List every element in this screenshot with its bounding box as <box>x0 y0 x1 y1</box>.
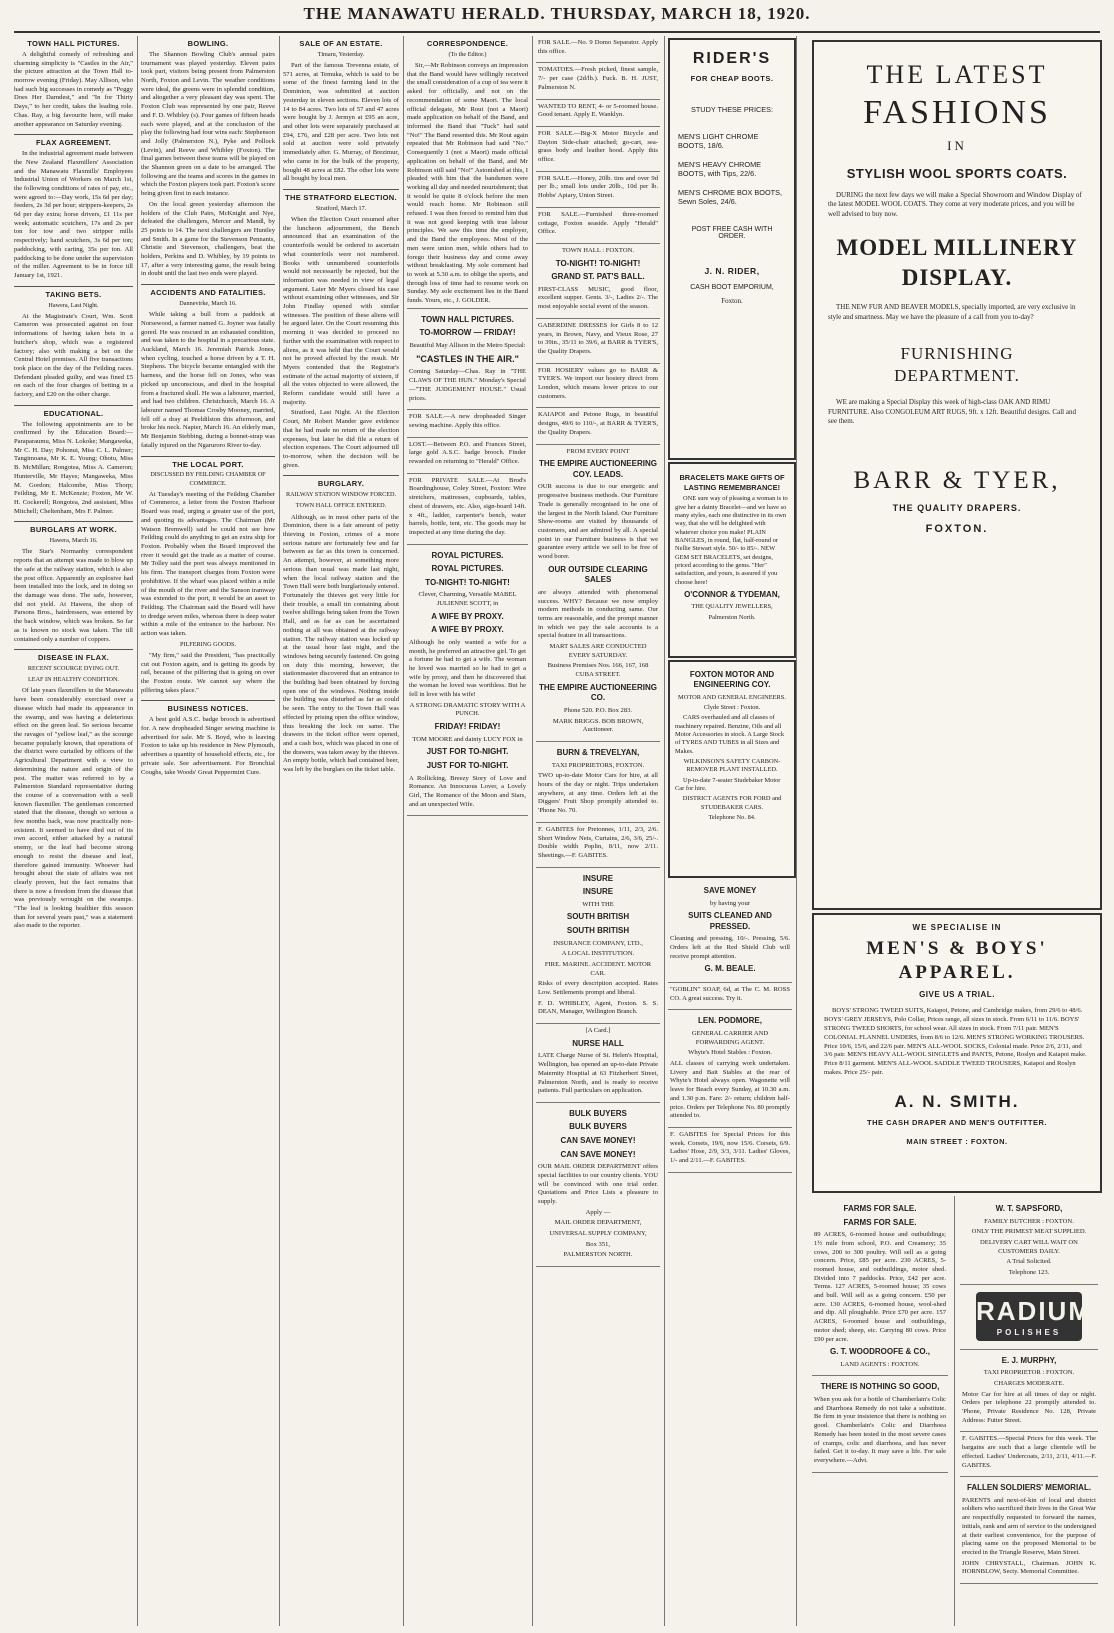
ad-heading: CAN SAVE MONEY! <box>560 1136 636 1145</box>
ad-text: THE QUALITY JEWELLERS, <box>691 603 773 611</box>
ad-text: [A Card.] <box>585 1027 611 1035</box>
article-text: The Shannon Bowling Club's annual pairs tournament was played yesterday. Eleven pairs took part, visitors being present from Palmerston North, Foxton and Levin. The weather conditions were ideal, the greens were in splendid condition, and altogether a very pleasant day was spent. The Foxton Club was represented by one pair, Reeve and F. D. Whibley (s). Four games of fifteen heads each were played, and at the conclusion of the play the following had four wins each: Stephenson and Jolly (Palmerston N.), Pyke and Pollock (Levin), and Reeve and Whibley (Foxton). The final games between these teams will be played on the Shannon green on a date to be arranged. The following are the teams and scores in the games in which the Foxton players took part. Foxton's score being given first in each instance. <box>141 50 275 198</box>
heading: ACCIDENTS AND FATALITIES. <box>141 284 275 298</box>
ad-royal-pictures <box>407 545 528 817</box>
dateline: Timaru, Yesterday. <box>317 50 365 58</box>
ad-title: "CASTLES IN THE AIR." <box>416 353 519 364</box>
ad-text: A STRONG DRAMATIC STORY WITH A PUNCH. <box>409 701 526 718</box>
ad-text: WILKINSON'S SAFETY CARBON-REMOVER PLANT INSTALLED. <box>683 758 781 774</box>
subheading: PILFERING GOODS. <box>179 640 237 648</box>
ad-text: Motor Car for hire at all times of day or night. Orders per telephone 22 promptly attended to. 'Phone, Private Residence No. 128, Private Address: Futter Street. <box>962 1390 1096 1424</box>
ad-text: OUR MAIL ORDER DEPARTMENT offers special facilities to our country clients. YOU will be convinced with one trial order. Quotations and Price Lists a pleasure to supply. <box>538 1163 658 1205</box>
ad-text: GABERDINE DRESSES for Girls 8 to 12 years, in Brown, Navy, and Vieux Rose, 27 to 39in., 35/11 to 39/6, at BARR & TYER'S, the Quality Drapers. <box>538 321 658 355</box>
ad-text: TOM MOORE and dainty LUCY FOX in <box>412 735 523 743</box>
ad-text: CASH BOOT EMPORIUM, <box>690 284 774 291</box>
column-2 <box>141 36 275 1626</box>
ad-title: A. N. SMITH. <box>894 1092 1020 1112</box>
subheading: RECENT SCOURGE DYING OUT. <box>27 665 120 673</box>
ad-subtitle: THE QUALITY DRAPERS. <box>892 502 1022 513</box>
ad-text: WANTED TO RENT, 4- or 5-roomed house. Good tenant. Apply E. Wanklyn. <box>538 102 658 119</box>
letter-text: Sir,—Mr Robinson conveys an impression that the Band would have willingly received the small consideration of a cup of tea were it asked for officially, and not on the recommendation of some Maori. The local official delegate, Mr Rout (not a Maori) made application on behalf of the Band, and informed the Band that "Tuck" had said "No!" The Band resented this. Mr Rout again repeated that Mr Robinson had said "No." Consequently I (not a Maori) made official application on behalf of the Band, and Mr Robinson still said "No!" Astonished at this, I pleaded with him that the bandsmen were working all day and needed nourishment; that it would be quite 8 o'clock before the men would reach home. Mr Robinson still refused. I was then forced to remind him that it was not good keeping with true labour principles. We saw this time the employer, and the Band the employees. Most of the men were union men, while others had to forego their business day and come away without breakfasting. My sole comment had to work at 5.30 a.m. to oblige the sports, and through loss of time had to resume work on Sunday. My sole excitement lies in the Band funds. Yours, etc., J. GOLDER. <box>407 62 528 305</box>
subheading: DISCUSSED BY FEILDING CHAMBER OF COMMERCE. <box>150 471 266 487</box>
top-rule <box>14 31 1100 33</box>
ad-heading: TO-NIGHT! TO-NIGHT! <box>425 577 510 587</box>
ad-text: FOR SALE.—No. 9 Domo Separator. Apply this office. <box>538 39 658 55</box>
ad-heading: NURSE HALL <box>572 1038 624 1048</box>
price-line: MEN'S LIGHT CHROME BOOTS, 18/6. <box>678 132 759 150</box>
ad-heading: THE EMPIRE AUCTIONEERING CO. <box>539 682 657 703</box>
ad-heading: LEN. PODMORE, <box>697 1016 762 1026</box>
article-text: The following appointments are to be confirmed by the Education Board:—Paraparaumu, Miss N. Lokoke; Mangaweka, Mr C. H. Day; Pohonui, Miss C. L. Palmer; Tangimoana, Mr K. E. Young; Ohotu, Miss B. McMillan; Rongotea, Miss A. Cameron; Hunterville, Mr Hayes; Mangaweka, Miss M. Gordon; Halcombe, Miss Thorp; Feilding, Mr E. McKenzie; Foxton, Mr W. H. Cockerell; Rongotea, 2nd assistant, Miss Mitchell; Cheltenham, Mrs F. Palmer. <box>14 420 133 515</box>
heading: THE STRATFORD ELECTION. <box>283 189 399 203</box>
classified-ad <box>536 319 660 364</box>
article-text: "My firm," said the President, "has practically cut out Foxton again, and is getting its goods by rail, because of the pilfering that is going on over the Foxton route. We cannot say where the pilfering takes place." <box>141 651 275 694</box>
ad-save-money <box>668 880 792 983</box>
dateline: Dannevirke, March 16. <box>179 300 237 308</box>
article-text: The Star's Normanby correspondent reports that an attempt was made to blow up the safe at the railway station, which is also the post office. Apparently an explosive had been installed into the lock, and in doing so the damage was done. The safe, however, did not yield. At Hawera, the shop of Parsons Bros., hairdressers, was entered by the back window, which was broken. So far as is known no stock was taken. The till contained only a number of coppers. <box>14 548 133 643</box>
ad-private-sale <box>407 474 528 545</box>
ad-subtitle: GIVE US A TRIAL. <box>919 990 995 999</box>
heading: CORRESPONDENCE. <box>426 39 509 48</box>
ad-murphy-taxi <box>960 1350 1098 1433</box>
ad-text: Although he only wanted a wife for a month, he preferred an attractive girl. To get a fortune he had to get a wife. The woman he loved was married so he had to get a wife by proxy, and then he discovered that the woman he loved was worthless. But he fell in love with his wife! <box>409 638 526 699</box>
ad-farms-for-sale <box>812 1198 948 1376</box>
ad-text: ONLY THE PRIMEST MEAT SUPPLIED. <box>971 1228 1087 1236</box>
ad-text: PARENTS and next-of-kin of local and district soldiers who sacrificed their lives in the Great War are respectfully requested to forward the names, initials, rank and arm of service to the undersigned at their earliest convenience, for the purpose of placing same on the proposed Memorial to be erected in the Triangle Reserve, Main Street. <box>962 1496 1096 1556</box>
ad-text: FOR SALE.—Honey, 20lb. tins and over 9d per lb.; small lots under 20lb., 10d per lb. Hobbs' Apiary, Union Street. <box>538 174 658 200</box>
ad-text: Beautiful May Allison in the Metro Special: <box>409 341 526 349</box>
classified-ad <box>536 127 660 172</box>
subheading: (To the Editor.) <box>448 50 487 58</box>
ad-heading: STYLISH WOOL SPORTS COATS. <box>846 166 1068 181</box>
ad-heading: THERE IS NOTHING SO GOOD, <box>820 1382 940 1392</box>
ad-text: ALL classes of carrying work undertaken. Livery and Bait Stables at the rear of Whyte's Hotel always open. Wagonette will leave for Beach every Sunday, at 10.30 a.m. and 1.30 p.m. Fare: 2/- return; children half-price. Orders per Telephone No. 80 promptly attended to. <box>670 1060 790 1120</box>
ad-bulk-buyers <box>536 1103 660 1267</box>
ad-text: FROM EVERY POINT <box>566 447 630 455</box>
ad-text: MAIL ORDER DEPARTMENT, <box>554 1219 642 1227</box>
classified-ad <box>536 36 660 63</box>
column-rule <box>664 36 665 1626</box>
ad-heading: E. J. MURPHY, <box>1001 1355 1057 1365</box>
column-rule <box>279 36 280 1626</box>
classified-ad <box>536 364 660 409</box>
ad-title: BARR & TYER, <box>853 466 1061 494</box>
ad-text: JOHN CHRYSTALL, Chairman. JOHN K. HORNBLOW, Secty. Memorial Committee. <box>962 1559 1096 1576</box>
ad-for-sale <box>407 410 528 437</box>
ad-title: A WIFE BY PROXY. <box>431 611 504 621</box>
ad-text: LATE Charge Nurse of St. Helen's Hospital, Wellington, has opened an up-to-date Private Maternity Hospital at 63 Fitzherbert Street, Palmerston North, and is ready to receive patients. Full particulars on application. <box>538 1052 658 1095</box>
ad-text: CHARGES MODERATE. <box>994 1379 1064 1387</box>
ad-foxton-motor <box>668 660 796 878</box>
ad-riders-boots <box>668 38 796 460</box>
article-text: A delightful comedy of refreshing and charming simplicity is "Castles in the Air," the picture attraction at the Town Hall to-morrow evening (Friday). May Allison, who had such big successes in comedy as "Peggy Does Her Darndest," and "In for Thirty Days," to her credit, takes the leading role. Chas. Ray, a big favourite here, will make another appearance on Saturday evening. <box>14 50 133 128</box>
ad-heading: G. T. WOODROOFE & CO., <box>830 1347 930 1357</box>
ad-nurse-hall <box>536 1024 660 1103</box>
ad-burn-trevelyan <box>536 742 660 823</box>
price-line: MEN'S HEAVY CHROME BOOTS, with Tips, 22/6. <box>678 160 762 178</box>
ad-text: IN <box>947 138 967 153</box>
ad-title: JUST FOR TO-NIGHT. <box>426 747 509 757</box>
article-text: A best gold A.S.C. badge brooch is advertised for. A new dropheaded Singer sewing machine is advertised for sale. Mr S. Boyd, who is leaving Foxton to take up his residence in New Plymouth, advertises a quantity of household effects, etc., for private sale. See advertisement. For Bronchial Coughs, take Woods' Great Peppermint Cure. <box>141 716 275 776</box>
article-text: Part of the famous Trevenna estate, of 571 acres, at Temuka, which is said to be some of the finest farming land in the Dominion, was submitted at auction yesterday in eleven sections. Eleven lots of 14 to 84 acres. Two lots of 57 and 47 acres were bought by J. Jermyn at £95 an acre, and other lots were separately purchased at £94, £76, and £28 per acre. Two lots not sold at auction were sold privately immediately after. G. Murray, of Brezimur, who came in for the bulk of the property, bought 48 acres at £82. The other lots were all bought by local men. <box>283 62 399 183</box>
ad-text: A LOCAL INSTITUTION. <box>561 950 635 958</box>
ad-text: THE NEW FUR AND BEAVER MODELS, specially imported, are very exclusive in style and smartness. May we have the pleasure of a call from you to-day? <box>828 303 1076 321</box>
ad-bracelets <box>668 462 796 658</box>
ad-text: Whyte's Hotel Stables : Foxton. <box>688 1049 772 1057</box>
ad-text: KAIAPOI and Petone Rugs, in beautiful designs, 49/6 to 110/-, at BARR & TYER'S, the Quality Drapers. <box>538 411 658 436</box>
ad-heading: ROYAL PICTURES. <box>431 550 504 560</box>
ad-text: FOR SALE.—Big-X Motor Bicycle and Dayton Side-chair attached; go-cart, sea-grass body and leather hood. Apply this office. <box>538 129 658 164</box>
ad-subtitle: FOR CHEAP BOOTS. <box>690 74 774 83</box>
ad-text: F. D. WHIBLEY, Agent, Foxton. S. S. DEAN, Manager, Wellington Branch. <box>538 999 658 1016</box>
ad-text: Telephone No. 84. <box>708 814 756 822</box>
ad-name: J. N. RIDER, <box>704 266 760 276</box>
ad-text: FOR PRIVATE SALE.—At Brod's Boardinghouse, Coley Street, Foxton: Wire stretchers, mattresses, cupboards, tables, chest of drawers, etc. Also, sign-board 14ft. x 4ft., ladder, carpenter's bench, water barrels, bottle, tent, etc. The goods may be inspected at any time during the day. <box>409 476 526 536</box>
ad-text: TOWN HALL : FOXTON. <box>561 246 635 254</box>
ad-subtitle: MAIN STREET : FOXTON. <box>906 1137 1008 1147</box>
ad-text: F. GABITES for Special Prices for this week. Corsets, 19/6, now 15/6. Corsets, 6/9. Ladies' Hose, 2/9, 3/3, 3/11. Ladies' Gloves, 1/- and 2/11.—F. GABITES. <box>670 1130 790 1165</box>
ad-heading: BRACELETS MAKE GIFTS OF LASTING REMEMBRANCE! <box>679 473 785 492</box>
ad-heading: INSURE <box>582 873 614 883</box>
dateline: Hawera, Last Night. <box>48 301 99 309</box>
ad-heading: FARMS FOR SALE. <box>843 1204 917 1213</box>
ad-title: A WIFE BY PROXY. <box>431 625 504 635</box>
classified-ad <box>668 1128 792 1173</box>
ad-text: Foxton. <box>721 297 743 305</box>
ad-empire-auctioneering <box>536 445 660 742</box>
ad-subtitle: THE CASH DRAPER AND MEN'S OUTFITTER. <box>867 1118 1047 1128</box>
dateline: Hawera, March 16. <box>49 537 98 545</box>
ad-heading: TO-NIGHT! TO-NIGHT! <box>555 258 641 268</box>
ad-sapsford <box>960 1198 1098 1285</box>
ad-text: PALMERSTON NORTH. <box>563 1251 633 1259</box>
subheading: LEAF IN HEALTHY CONDITION. <box>28 676 119 684</box>
ad-title: FASHIONS <box>863 94 1051 131</box>
dateline: Stratford, March 17. <box>315 204 367 212</box>
ad-title: JUST FOR TO-NIGHT. <box>426 760 509 770</box>
ad-text: "GOBLIN" SOAP, 6d, at The C. M. ROSS CO. A great success. Try it. <box>670 986 790 1002</box>
ad-text: FIRE. MARINE. ACCIDENT. MOTOR CAR. <box>544 960 652 977</box>
ad-text: OUR success is due to our energetic and progressive business methods. Our Furniture Trade is generally recognised to be one of the largest in the North Island. Our Furniture Show-rooms are visited by thousands of customers, and are admired by all. A special point in our Furniture business is that we guarantee every article we sell to be free of wood borer. <box>538 483 658 561</box>
heading: BURGLARY. <box>283 475 399 489</box>
ad-heading: THE EMPIRE AUCTIONEERING COY. LEADS. <box>539 459 657 479</box>
ad-text: ONE sure way of pleasing a woman is to give her a dainty Bracelet—and we have so many styles, each one distinctive in its own way, that she will be delighted with whatever choice you make! PLAIN BANGLES, in round, flat, half-round or Nellie Stewart style. 50/- to 85/-. NEW GEM SET BRACELETS, set designs, priced according to the gems. "Her" satisfaction, and yours, is assured if you choose here! <box>675 495 788 586</box>
ad-text: A Rollicking, Breezy Story of Love and Romance. An Innocuous Lover, a Lovely Girl, The Romance of the Moon and Stars, and an unexpected Wife. <box>409 774 526 808</box>
column-rule <box>796 36 797 1626</box>
heading: THE LOCAL PORT. <box>141 456 275 470</box>
ad-text: WITH THE <box>582 900 614 908</box>
ad-fallen-soldiers <box>960 1477 1098 1584</box>
column-rule <box>532 36 533 1626</box>
classified-ad <box>536 208 660 244</box>
ad-heading: TOWN HALL PICTURES. <box>421 314 514 324</box>
column-7b <box>960 1198 1098 1626</box>
ad-text: MARK BRIGGS. BOB BROWN, Auctioneer. <box>552 717 644 734</box>
ad-chamberlains <box>812 1376 948 1472</box>
ad-text: Palmerston North. <box>708 613 756 621</box>
heading: EDUCATIONAL. <box>14 405 133 419</box>
ad-text: Clyde Street : Foxton. <box>703 704 761 712</box>
heading: BOWLING. <box>187 39 229 48</box>
classified-ad <box>536 408 660 444</box>
ad-heading: FARMS FOR SALE. <box>843 1217 917 1227</box>
ad-heading: TO-MORROW — FRIDAY! <box>419 328 516 338</box>
ad-text: Risks of every description accepted. Rates Low. Settlements prompt and liberal. <box>538 980 658 997</box>
ad-title: DEPARTMENT. <box>894 366 1020 386</box>
column-6-lower <box>668 880 792 1626</box>
price-line: MEN'S CHROME BOX BOOTS, Sewn Soles, 24/6. <box>678 188 782 206</box>
ad-heading: FOXTON MOTOR AND ENGINEERING COY. <box>689 670 775 690</box>
ad-an-smith <box>812 913 1102 1193</box>
ad-text: A Trial Solicited. <box>1006 1258 1052 1266</box>
ad-heading: BURN & TREVELYAN, <box>556 748 640 758</box>
ad-text: Telephone 123. <box>1008 1269 1050 1277</box>
heading: TAKING BETS. <box>14 286 133 300</box>
ad-text: MART SALES ARE CONDUCTED EVERY SATURDAY. <box>549 643 647 659</box>
masthead: THE MANAWATU HERALD. THURSDAY, MARCH 18, 1920. <box>303 4 811 23</box>
ad-heading: FRIDAY! FRIDAY! <box>434 722 501 732</box>
ad-text: LAND AGENTS : FOXTON. <box>840 1360 920 1368</box>
ad-title: MODEL MILLINERY <box>836 235 1078 261</box>
ad-text: WE are making a Special Display this week of high-class OAK AND RIMU FURNITURE. Also CONGOLEUM ART RUGS, 9ft. x 12ft. Beautiful designs. Call and see them. <box>828 398 1076 426</box>
ad-title: FURNISHING <box>900 344 1014 364</box>
column-rule <box>954 1196 955 1626</box>
heading: BUSINESS NOTICES. <box>141 700 275 714</box>
ad-text: UNIVERSAL SUPPLY COMPANY, <box>549 1230 647 1238</box>
heading: DISEASE IN FLAX. <box>14 649 133 663</box>
ad-text: LOST.—Between P.O. and Frances Street, large gold A.S.C. badge brooch. Finder rewarded on returning to "Herald" Office. <box>409 440 526 466</box>
ad-heading: ROYAL PICTURES. <box>431 564 504 574</box>
ad-text: FOR SALE.—A new dropheaded Singer sewing machine. Apply this office. <box>409 413 526 429</box>
classified-ad <box>536 100 660 127</box>
logo-subtext: POLISHES <box>996 1328 1062 1338</box>
classified-ad <box>536 823 660 868</box>
heading: TOWN HALL PICTURES. <box>27 39 120 48</box>
ad-text: are always attended with phenomenal success. WHY? Because we now employ modern methods in conducting same. Our terms are reasonable, and the prompt manner in which we pay the sale accounts is a special feature in all transactions. <box>538 588 658 640</box>
ad-heading: W. T. SAPSFORD, <box>995 1204 1063 1213</box>
ad-title: RIDER'S <box>692 50 772 67</box>
ad-text: 89 ACRES, 6-roomed house and outbuildings; 1½ mile from school, P.O. and Creamery; 35 cows, 200 to 300 poultry. Will sell as a going concern. Price, £85 per acre. 230 ACRES, 5-roomed house, and outbuildings, motor shed. Divided into 7 paddocks. Price, £42 per acre. Terms. 127 ACRES, 5-roomed house; 35 cows and bull. Will sell as a going concern. £50 per acre. 130 ACRES, 6-roomed house, wool-shed and dip. All ploughable. Price £70 per acre. 157 ACRES, 6-roomed house and outbuildings, motor shed; sheep, etc. Carrying 80 cows. Price £90 per acre. <box>814 1231 946 1343</box>
ad-heading: BULK BUYERS <box>569 1122 627 1132</box>
ad-title: APPAREL. <box>898 962 1016 983</box>
ad-town-hall-pictures <box>407 308 528 410</box>
ad-title: GRAND ST. PAT'S BALL. <box>551 272 645 282</box>
ad-text: Box 351, <box>585 1240 611 1248</box>
ad-text: FAMILY BUTCHER : FOXTON. <box>984 1217 1074 1225</box>
classified-ad <box>536 172 660 208</box>
ad-text: STUDY THESE PRICES: <box>690 105 774 114</box>
article-text: At the Magistrate's Court, Wm. Scott Cameron was prosecuted against on four informations of having taken bets in a butcher's shop, which was a registered factory; also with making a bet on the Central Hotel premises. All five transactions took place on the day of the Feilding races. Defendant pleaded guilty, and was fined £5 on each of the four charges of betting in a factory, and £20 on the other charge. <box>14 312 133 399</box>
ad-heading: INSURE <box>582 887 614 897</box>
ad-text: TAXI PROPRIETOR : FOXTON. <box>983 1369 1075 1377</box>
ad-text: FOR SALE.—Furnished three-roomed cottage, Foxton seaside. Apply "Herald" Office. <box>538 210 658 236</box>
ad-heading: OUR OUTSIDE CLEARING SALES <box>548 564 648 585</box>
ad-title: MEN'S & BOYS' <box>866 938 1048 959</box>
ad-text: BOYS' STRONG TWEED SUITS, Kaiapoi, Petone, and Cambridge makes, from 29/6 to 48/6. BOYS' GREY JERSEYS, Polo Collar, Prices range, all sizes in stock. From 6/11 to 11/6. BOYS' STRONG TWEED SHORTS, for school wear. All sizes in stock. From 7/11 pair. MEN'S COLONIAL FLANNEL UNDERS, from 8/6 to 12/6. MEN'S STRONG WORKING TROUSERS. Price 10/6, 15/6, and 22/6 pair. MEN'S ALL-WOOL SOCKS, Colonial made. Price 2/6, 2/11, and 3/6 pair. MEN'S HEAVY ALL-WOOL SINGLETS and PANTS, Petone, Roslyn and Kaiapoi make. Price 8/11 garment. MEN'S ALL-WOOL SADDLE TWEED TROUSERS, Kaiapoi and Roslyn makes. Price 25/- pair. <box>824 1007 1087 1077</box>
article-text: In the industrial agreement made between the New Zealand Flaxmillers' Association and the Manawatu Flaxmills' Employees Industrial Union of Workers on March 1st, the following conditions of rates of pay, etc., were agreed to:—Day work, 15s 6d per day; feeders, 2s 3d per hour; strippers-keepers, 2s 6d per day extra; horse drivers, £1 11s per week; automatic scutchers, 17s and 2s per ton for tow and two stripper mills respectively; hand scutchers, 3s 6d per ton; paddocking, with carting, 35s per ton. All paddocking to be done under the supervision of the miller. Agreement to be in force till January 1st, 1921. <box>14 150 133 279</box>
column-5 <box>536 36 660 1626</box>
article-text: Although, as in most other parts of the Dominion, there is a fair amount of petty thieving in Foxton, crimes of a more serious nature are fortunately few and far between as far as this town is concerned. An attempt, however, at something more serious than usual was made last night, when the local railway station and the Town Hall were both burglariously entered. Fortunately the thieves got very little for their trouble, a small tin containing about twelve shillings being taken from the Town Hall, and as far as can be ascertained nothing at all was obtained at the railway station. The railway station was locked up at the usual hour last night, and the windows being securely fastened. On going on duty this morning, however, the stationmaster discovered that an entrance to the building had been obtained by forcing open one of the windows. Nothing inside the building was disturbed as far as could be seen. The entry to the Town Hall was effected by prising open the office window, thus breaking the lock on same. The drawers in the ticket office were opened, and a cash box, which was placed in one of the drawers, was taken away by the thieves. An empty bottle, which had contained beer, was left by the burglars on the ticket table. <box>283 513 399 774</box>
ad-text: CARS overhauled and all classes of machinery repaired. Benzine, Oils and all Motor Accessories in stock. A Large Stock of TYRES AND TUBES in all Sizes and Makes. <box>675 714 785 755</box>
article-text: On the local green yesterday afternoon the holders of the Club Pairs, McKnight and Nye, defeated the challengers, Mercer and Mandl, by 25 points to 14. The next challengers are Huntley and Smith. In a game for the Stevenson Pennants, Christie and Stevenson, challengers, beat the holders, Perkins and D. Whibley, by 19 points to 17, after a very interesting game, the result being in doubt until the last two ends were played. <box>141 200 275 278</box>
article-text: At Tuesday's meeting of the Feilding Chamber of Commerce, a letter from the Foxton Harbour Board was read, urging a greater use of the port, and quoting its advantages. The Chairman (Mr Watson Bremwell) said he could not see how Feilding could do anything to get an extra ship for Foxton. Probably when the Board improved the river it would get the trade as a matter of course. Mr Tolley said the port was always mentioned in his firm. The transport charges from Foxton were prohibitive. If the wharf was placed within a mile of the mouth of the river and the Sanson tramway was extended to the port, it would be an asset to Feilding. The Chairman said the Board will have to dredge seven miles, whereas there is deep water within a mile of the entrance to the harbour. No action was taken. <box>141 490 275 638</box>
article-text: Of late years flaxmillers in the Manawatu have been considerably exercised over a disease which had made its appearance in the swamp, and was having a deleterious effect on the green leaf. So serious became the ravages of "yellow leaf," as the scourge became popularly known, that operations of the district were curtailed by officers of the Agricultural Department with a view to determining the nature and origin of the pest. The matter was referred to by a Palmerston Standard representative during the course of a conversation with a well known flaxmiller. The gentleman concerned stated that the disease, though so serious a few months back, was now practically non-existent. It seemed to have died out of its own accord, either attacked by a natural enemy, or the leaf had become strong enough to resist the disease and leaf, therefore gained immunity. Whoever had brought about the state of affairs was not clearly proven, but the fact remains that there is now a freedom from the disease that was previously wrought on the swamps. "The leaf is looking healthier this season than for several years past," was a statement also made to the reporter. <box>14 687 133 930</box>
ad-title: THE LATEST <box>866 60 1048 89</box>
ad-text: DISTRICT AGENTS FOR FORD and STUDEBAKER CARS. <box>682 795 782 811</box>
ad-text: F. GABITES.—Special Prices for this week. The bargains are such that a large clientele will be effected. Ladies' Undercoats, 2/11, 2/11, 4/11.—F. GABITES. <box>962 1435 1096 1469</box>
ad-text: Clever, Charming, Versatile MABEL JULIENNE SCOTT, in <box>418 591 517 608</box>
heading: SALE OF AN ESTATE. <box>299 39 383 48</box>
ad-st-pats-ball <box>536 244 660 319</box>
ad-text: FOR HOSIERY values go to BARR & TYER'S. We import our hosiery direct from London, which means lower prices to our customers. <box>538 366 658 400</box>
ad-heading: SUITS CLEANED AND PRESSED. <box>688 911 772 931</box>
ad-subtitle: WE SPECIALISE IN <box>912 923 1002 932</box>
ad-text: Business Premises Nos. 166, 167, 168 CUBA STREET. <box>547 662 649 679</box>
ad-text: Phone 520. P.O. Box 283. <box>563 706 633 714</box>
ad-text: DELIVERY CART WILL WAIT ON CUSTOMERS DAILY. <box>980 1238 1078 1255</box>
ad-lost <box>407 438 528 474</box>
ad-len-podmore <box>668 1010 792 1128</box>
ad-heading: CAN SAVE MONEY! <box>560 1149 636 1159</box>
ad-text: TOMATOES.—Fresh picked, finest sample, 7/- per case (2d/lb.). Fuck. B. H. JUST, Palmerston N. <box>538 66 658 91</box>
article-text: While taking a bull from a paddock at Norsewood, a farmer named G. Joyner was fatally gored. He was rescued in an exhausted condition, and was taken to the hospital in a precarious state. Auckland, March 16. Jeremiah Patrick Jones, when cycling, touched a horse driven by a T. H. Stephens. The bicycle became entangled with the harness, and the horse fell on Jones, who was picked up unconscious, and died in the hospital from a fractured skull. He was a labourer, married, and had two children. Christchurch, March 16. A labourer named Thomas Crosby Mooney, married, fell off a dray at Peeldilston this afternoon, and broke his neck. Napier, March 16. An elderly man, Mr Benjamin Stebbing, during a bonnet-strap was fatally injured on the Ngaruroro River to-day. <box>141 311 275 449</box>
ad-text: Up-to-date 7-seater Studebaker Motor Car for hire. <box>675 776 781 793</box>
column-7a <box>812 1198 948 1626</box>
column-rule <box>403 36 404 1626</box>
ad-radium-polishes <box>960 1285 1098 1350</box>
column-rule <box>137 36 138 1626</box>
subheading: TOWN HALL OFFICE ENTERED. <box>295 502 387 510</box>
article-text: When the Election Court resumed after the luncheon adjournment, the Bench announced that an examination of the counterfoils would be ordered to ascertain what counterfoils were not numbered. Books with unnumbered counterfoils would not necessarily be rejected, but the information was needed in view of legal argument. Later Mr Myers closed his case without examining other witnesses, and Sir John Findlay opened with similar witnesses. The position of these aliens will be argued later. On the Court resuming this morning it was decided to proceed no further with the examination with respect to aliens, as it was held that the Court would not be proved affected by the result. Mr Myers contended that the Registrar's estimate of the actual majority of sixteen, if all the votes objected to were allowed, the Reform candidate would still have a majority. <box>283 216 399 406</box>
logo-text: RADIUM <box>976 1295 1092 1326</box>
ad-heading: O'CONNOR & TYDEMAN, <box>684 589 780 599</box>
ad-heading: SOUTH BRITISH <box>566 912 630 922</box>
ad-heading: G. M. BEALE. <box>704 964 756 974</box>
ad-subtitle: FOXTON. <box>925 522 989 535</box>
ad-text: Coming Saturday—Chas. Ray in "THE CLAWS OF THE HUN." Monday's Special—"THE JUDGEMENT HOUSE." Usual prices. <box>409 368 526 402</box>
classified-ad <box>668 983 792 1010</box>
ad-text: FIRST-CLASS MUSIC, good floor, excellent supper. Gents. 3/-, Ladies 2/-. The most enjoyable social event of the season. <box>538 285 658 311</box>
article-text: Stratford, Last Night. At the Election Court, Mr Robert Mander gave evidence that he had made no return of the election expenses, but later he did file a return of election expenses. The Court adjourned till to-morrow, when the decision will be given. <box>283 409 399 469</box>
ad-text: F. GABITES for Pretonnes, 1/11, 2/3, 2/6. Short Window Nets, Curtains, 2/6, 3/6, 25/-. Double width Poplin, 8/11, now 2/11. Sheetings.—F. GABITES. <box>538 825 658 859</box>
ad-south-british-insurance <box>536 868 660 1025</box>
ad-text: POST FREE CASH WITH ORDER. <box>691 226 773 240</box>
ad-text: MOTOR AND GENERAL ENGINEERS. <box>678 693 786 701</box>
ad-text: INSURANCE COMPANY, LTD., <box>553 939 643 947</box>
ad-text: DURING the next few days we will make a Special Showroom and Window Display of the latest MODEL WOOL COATS. They come at very moderate prices, and you will be well advised to buy now. <box>828 191 1082 218</box>
ad-text: Apply — <box>585 1208 611 1216</box>
column-3 <box>283 36 399 1626</box>
heading: FLAX AGREEMENT. <box>14 134 133 148</box>
ad-text: Cleaning and pressing, 10/-. Pressing, 5/6. Orders left at the Red Shield Club will receive prompt attention. <box>670 935 790 960</box>
ad-text: When you ask for a bottle of Chamberlain's Colic and Diarrhoea Remedy do not take a substitute. Be firm in your insistence that there is nothing so good. Chamberlain's Colic and Diarrhoea Remedy has been tested in the most severe cases of cramps, colic and diarrhoea, and has never failed. Get it to-day. It may save a life. For sale everywhere.—Advt. <box>814 1396 946 1464</box>
ad-title: DISPLAY. <box>901 265 1013 291</box>
subheading: RAILWAY STATION WINDOW FORCED. <box>285 491 397 499</box>
heading: BURGLARS AT WORK. <box>14 521 133 535</box>
ad-heading: SOUTH BRITISH <box>566 925 630 935</box>
ad-heading: SAVE MONEY <box>703 886 757 895</box>
ad-text: by having your <box>710 899 750 907</box>
ad-barr-tyer <box>812 40 1102 910</box>
ad-heading: BULK BUYERS <box>569 1108 627 1118</box>
ad-text: GENERAL CARRIER AND FORWARDING AGENT. <box>691 1029 769 1046</box>
classified-ad <box>536 63 660 99</box>
classified-ad <box>960 1432 1098 1477</box>
ad-text: TWO up-to-date Motor Cars for hire, at all hours of the day or night. Trips undertaken anywhere, at any time. Orders left at the Diggers' Fruit Shop promptly attended to. 'Phone No. 70. <box>538 772 658 815</box>
column-4 <box>407 36 528 1626</box>
column-1 <box>14 36 133 1626</box>
ad-text: TAXI PROPRIETORS, FOXTON. <box>551 761 645 769</box>
radium-logo <box>976 1292 1092 1341</box>
ad-heading: FALLEN SOLDIERS' MEMORIAL. <box>966 1483 1092 1493</box>
